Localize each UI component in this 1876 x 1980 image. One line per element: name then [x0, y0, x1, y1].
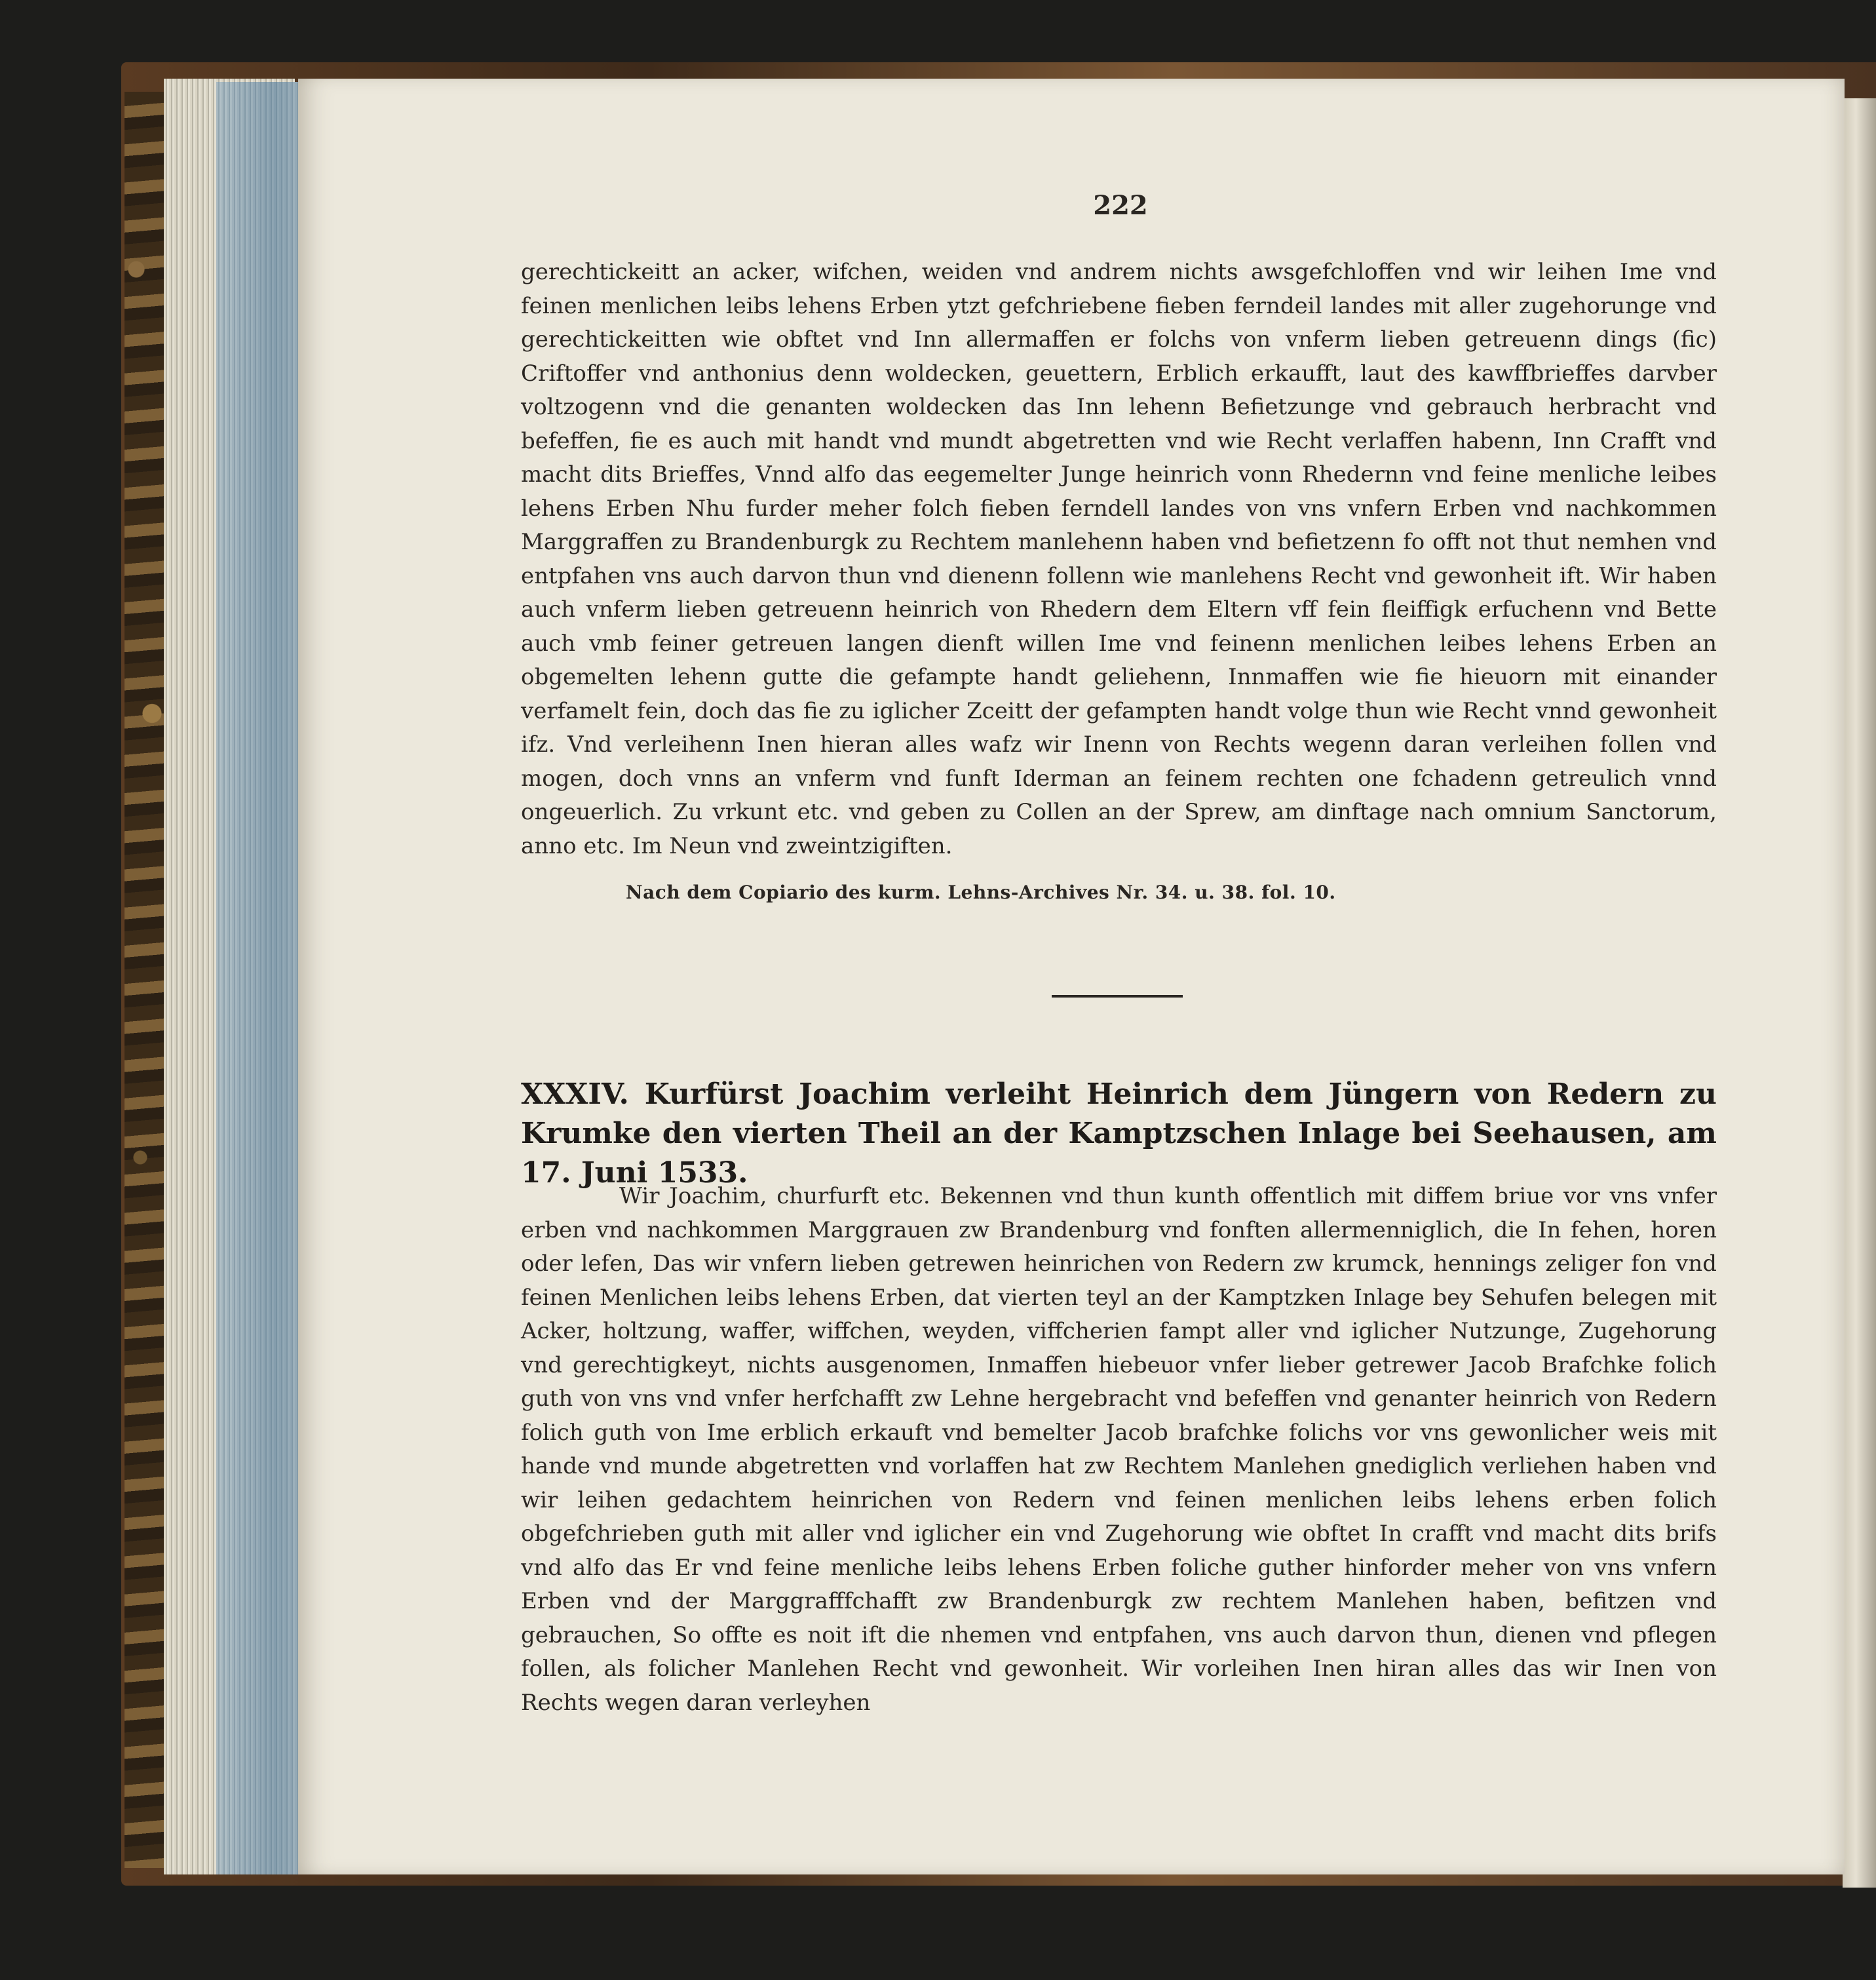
- continued-document-text: [521, 256, 1717, 863]
- facing-page-edge: [1843, 98, 1876, 1888]
- section-number: XXXIV.: [521, 1077, 629, 1111]
- section-body-paragraph: Wir Joachim, churfurft etc. Bekennen vnd thun kunth offentlich mit diffem briue vor vns vnfer erben vnd nachkommen Marggrauen zw Brandenburg vnd fonften allermenniglich, die In fehen, horen oder lefen, Das wir vnfern lieben getrewen heinrichen von Redern zw krumck, hennings zeliger fon vnd feinen Menlichen leibs lehens Erben, dat vierten teyl an der Kamptzken Inlage bey Sehufen belegen mit Acker, holtzung, waffer, wiffchen, weyden, viffcherien fampt aller vnd iglicher Nutzunge, Zugehorung vnd gerechtigkeyt, nichts ausgenomen, Inmaffen hiebeuor vnfer lieber getrewer Jacob Brafchke folich guth von vns vnd vnfer herfchafft zw Lehne hergebracht vnd befeffen vnd genanter heinrich von Redern folich guth von Ime erblich erkauft vnd bemelter Jacob brafchke folichs vor vns gewonlicher weis mit hande vnd munde abgetretten vnd vorlaffen hat zw Rechtem Manlehen gnediglich verliehen haben vnd wir leihen gedachtem heinrichen von Redern vnd feinen menlichen leibs lehens erben folich obgefchrieben guth mit aller vnd iglicher ein vnd Zugehorung wie obftet In crafft vnd macht dits brifs vnd alfo das Er vnd feine menliche leibs lehens Erben foliche guther hinforder meher von vns vnfern Erben vnd der Marggrafffchafft zw Brandenburgk zw rechtem Manlehen haben, befitzen vnd gebrauchen, So offte es noit ift die nhemen vnd entpfahen, vns auch darvon thun, dienen vnd pflegen follen, als folicher Manlehen Recht vnd gewonheit. Wir vorleihen Inen hiran alles das wir Inen von Rechts wegen daran verleyhen: [521, 1183, 1717, 1716]
- page-number: 222: [1093, 190, 1148, 221]
- section-divider: [1052, 995, 1183, 998]
- section-heading: [521, 1075, 1717, 1193]
- section-document-text: [521, 1180, 1717, 1720]
- source-note: Nach dem Copiario des kurm. Lehns-Archives Nr. 34. u. 38. fol. 10.: [626, 882, 1336, 903]
- marbled-edge: [124, 92, 164, 1868]
- body-paragraph: gerechtickeitt an acker, wifchen, weiden vnd andrem nichts awsgefchloffen vnd wir leihen Ime vnd feinen menlichen leibs lehens Erben ytzt gefchriebene fieben ferndeil landes mit aller zugehorunge vnd gerechtickeitten wie obftet vnd Inn allermaffen er folchs von vnferm lieben getreuenn dings (fic) Criftoffer vnd anthonius denn woldecken, geuettern, Erblich erkaufft, laut des kawffbrieffes darvber voltzogenn vnd die genanten woldecken das Inn lehenn Befietzunge vnd gebrauch herbracht vnd befeffen, fie es auch mit handt vnd mundt abgetretten vnd wie Recht verlaffen habenn, Inn Crafft vnd macht dits Brieffes, Vnnd alfo das eegemelter Junge heinrich vonn Rhedernn vnd feine menliche leibes lehens Erben Nhu furder meher folch fieben ferndell landes von vns vnfern Erben vnd nachkommen Marggraffen zu Brandenburgk zu Rechtem manlehenn haben vnd befietzenn fo offt not thut nemhen vnd entpfahen vns auch darvon thun vnd dienenn follenn wie manlehens Recht vnd gewonheit ift. Wir haben auch vnferm lieben getreuenn heinrich von Rhedern dem Eltern vff fein fleiffigk erfuchenn vnd Bette auch vmb feiner getreuen langen dienft willen Ime vnd feinenn menlichen leibes lehens Erben an obgemelten lehenn gutte die gefampte handt geliehenn, Innmaffen wie fie hieuorn mit einander verfamelt fein, doch das fie zu iglicher Zceitt der gefampten handt volge thun wie Recht vnnd gewonheit ifz. Vnd verleihenn Inen hieran alles wafz wir Inenn von Rechts wegenn daran verleihen follen vnd mogen, doch vnns an vnferm vnd funft Iderman an feinem rechten one fchadenn getreulich vnnd ongeuerlich. Zu vrkunt etc. vnd geben zu Collen an der Sprew, am dinftage nach omnium Sanctorum, anno etc. Im Neun vnd zweintzigiften.: [521, 259, 1717, 859]
- section-title: Kurfürst Joachim verleiht Heinrich dem Jüngern von Redern zu Krumke den vierten Theil an der Kamptzschen Inlage bei Seehausen, am 17. Juni 1533.: [521, 1077, 1717, 1190]
